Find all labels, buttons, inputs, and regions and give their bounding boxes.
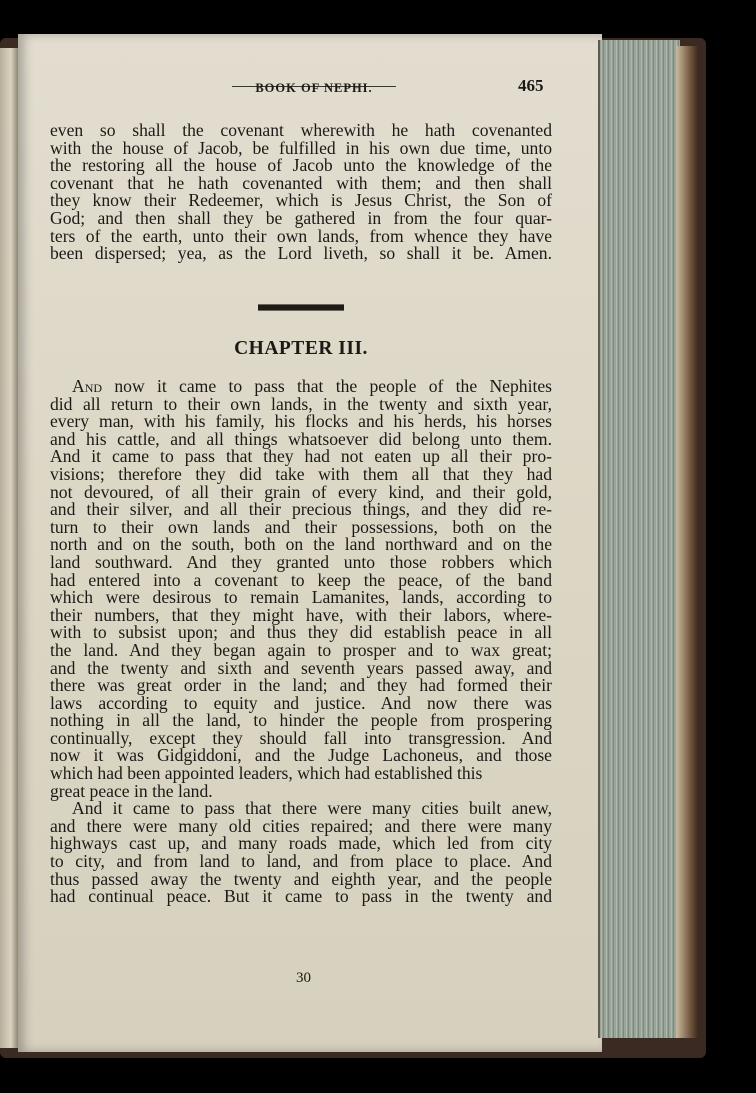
text-line: had continual peace. But it came to pass in the twenty and [50,886,552,907]
page-edges [598,40,680,1038]
text-line: highways cast up, and many roads made, which led from city [50,833,552,854]
section-rule [258,304,344,311]
text-line: been dispersed; yea, as the Lord liveth, so shall it be. Amen. [50,243,552,264]
text-line: which had been appointed leaders, which had established this [50,763,483,784]
text-line: turn to their own lands and their possessions, both on the [50,516,552,537]
text-line: their numbers, that they might have, with their labors, where- [50,604,552,625]
text-line: visions; therefore they did take with them all that they had [50,463,552,484]
right-page [18,34,602,1052]
chapter-title: CHAPTER III. [234,338,368,359]
text-line: which were desirous to remain Lamanites, lands, according to [50,587,552,608]
page-number: 465 [518,76,544,95]
signature-mark: 30 [296,970,311,986]
text-line: every man, with his family, his flocks and his herds, his horses [50,411,552,432]
text-line: laws according to equity and justice. And now there was [50,692,552,713]
first-line [50,378,552,396]
text-line: and his cattle, and all things whatsoever did belong unto them. [50,428,552,449]
text-line: And it came to pass that they had not eaten up all their pro- [50,446,552,467]
first-line-rest: now it came to pass that the people of the Nephites [114,376,552,396]
text-line: the restoring all the house of Jacob unto the knowledge of the [50,155,552,176]
cover-edge [676,46,698,1038]
text-line: with to subsist upon; and thus they did establish peace in all [50,622,552,643]
text-line: ters of the earth, unto their own lands, from whence they have [50,225,552,246]
running-title: BOOK OF NEPHI. [255,81,373,95]
text-line: great peace in the land. [50,780,213,801]
first-word: And [72,376,103,396]
text-line: covenant that he hath covenanted with them; and then shall [50,172,552,193]
text-line: to city, and from land to land, and from place to place. And [50,851,552,872]
text-line: nothing in all the land, to hinder the people from prospering [50,710,552,731]
text-line: And it came to pass that there were many cities built anew, [72,798,552,819]
text-line: and their silver, and all their precious things, and they did re- [50,499,552,520]
chapter-body [50,378,552,906]
text-line: God; and then shall they be gathered in from the four quar- [50,207,552,228]
text-line: and there were many old cities repaired; and there were many [50,815,552,836]
intro-paragraph [50,122,552,263]
text-line: not devoured, of all their grain of every kind, and their gold, [50,481,552,502]
text-line: the land. And they began again to prosper and to wax great; [50,639,552,660]
text-line: north and on the south, both on the land northward and on the [50,534,552,555]
text-line: did all return to their own lands, in the twenty and sixth year, [50,393,552,414]
running-head [232,81,396,102]
text-line: thus passed away the twenty and eighth year, and the people [50,868,552,889]
left-page-edge [0,48,18,1048]
text-line: now it was Gidgiddoni, and the Judge Lachoneus, and those [50,745,552,766]
text-line: had entered into a covenant to keep the peace, of the band [50,569,552,590]
text-line: they know their Redeemer, which is Jesus Christ, the Son of [50,190,552,211]
text-line: continually, except they should fall into transgression. And [50,727,552,748]
text-line: with the house of Jacob, be fulfilled in his own due time, unto [50,137,552,158]
text-line: even so shall the covenant wherewith he hath covenanted [50,120,552,140]
text-line: there was great order in the land; and they had formed their [50,675,552,696]
text-line: land southward. And they granted unto those robbers which [50,551,552,572]
text-line: and the twenty and sixth and seventh years passed away, and [50,657,552,678]
